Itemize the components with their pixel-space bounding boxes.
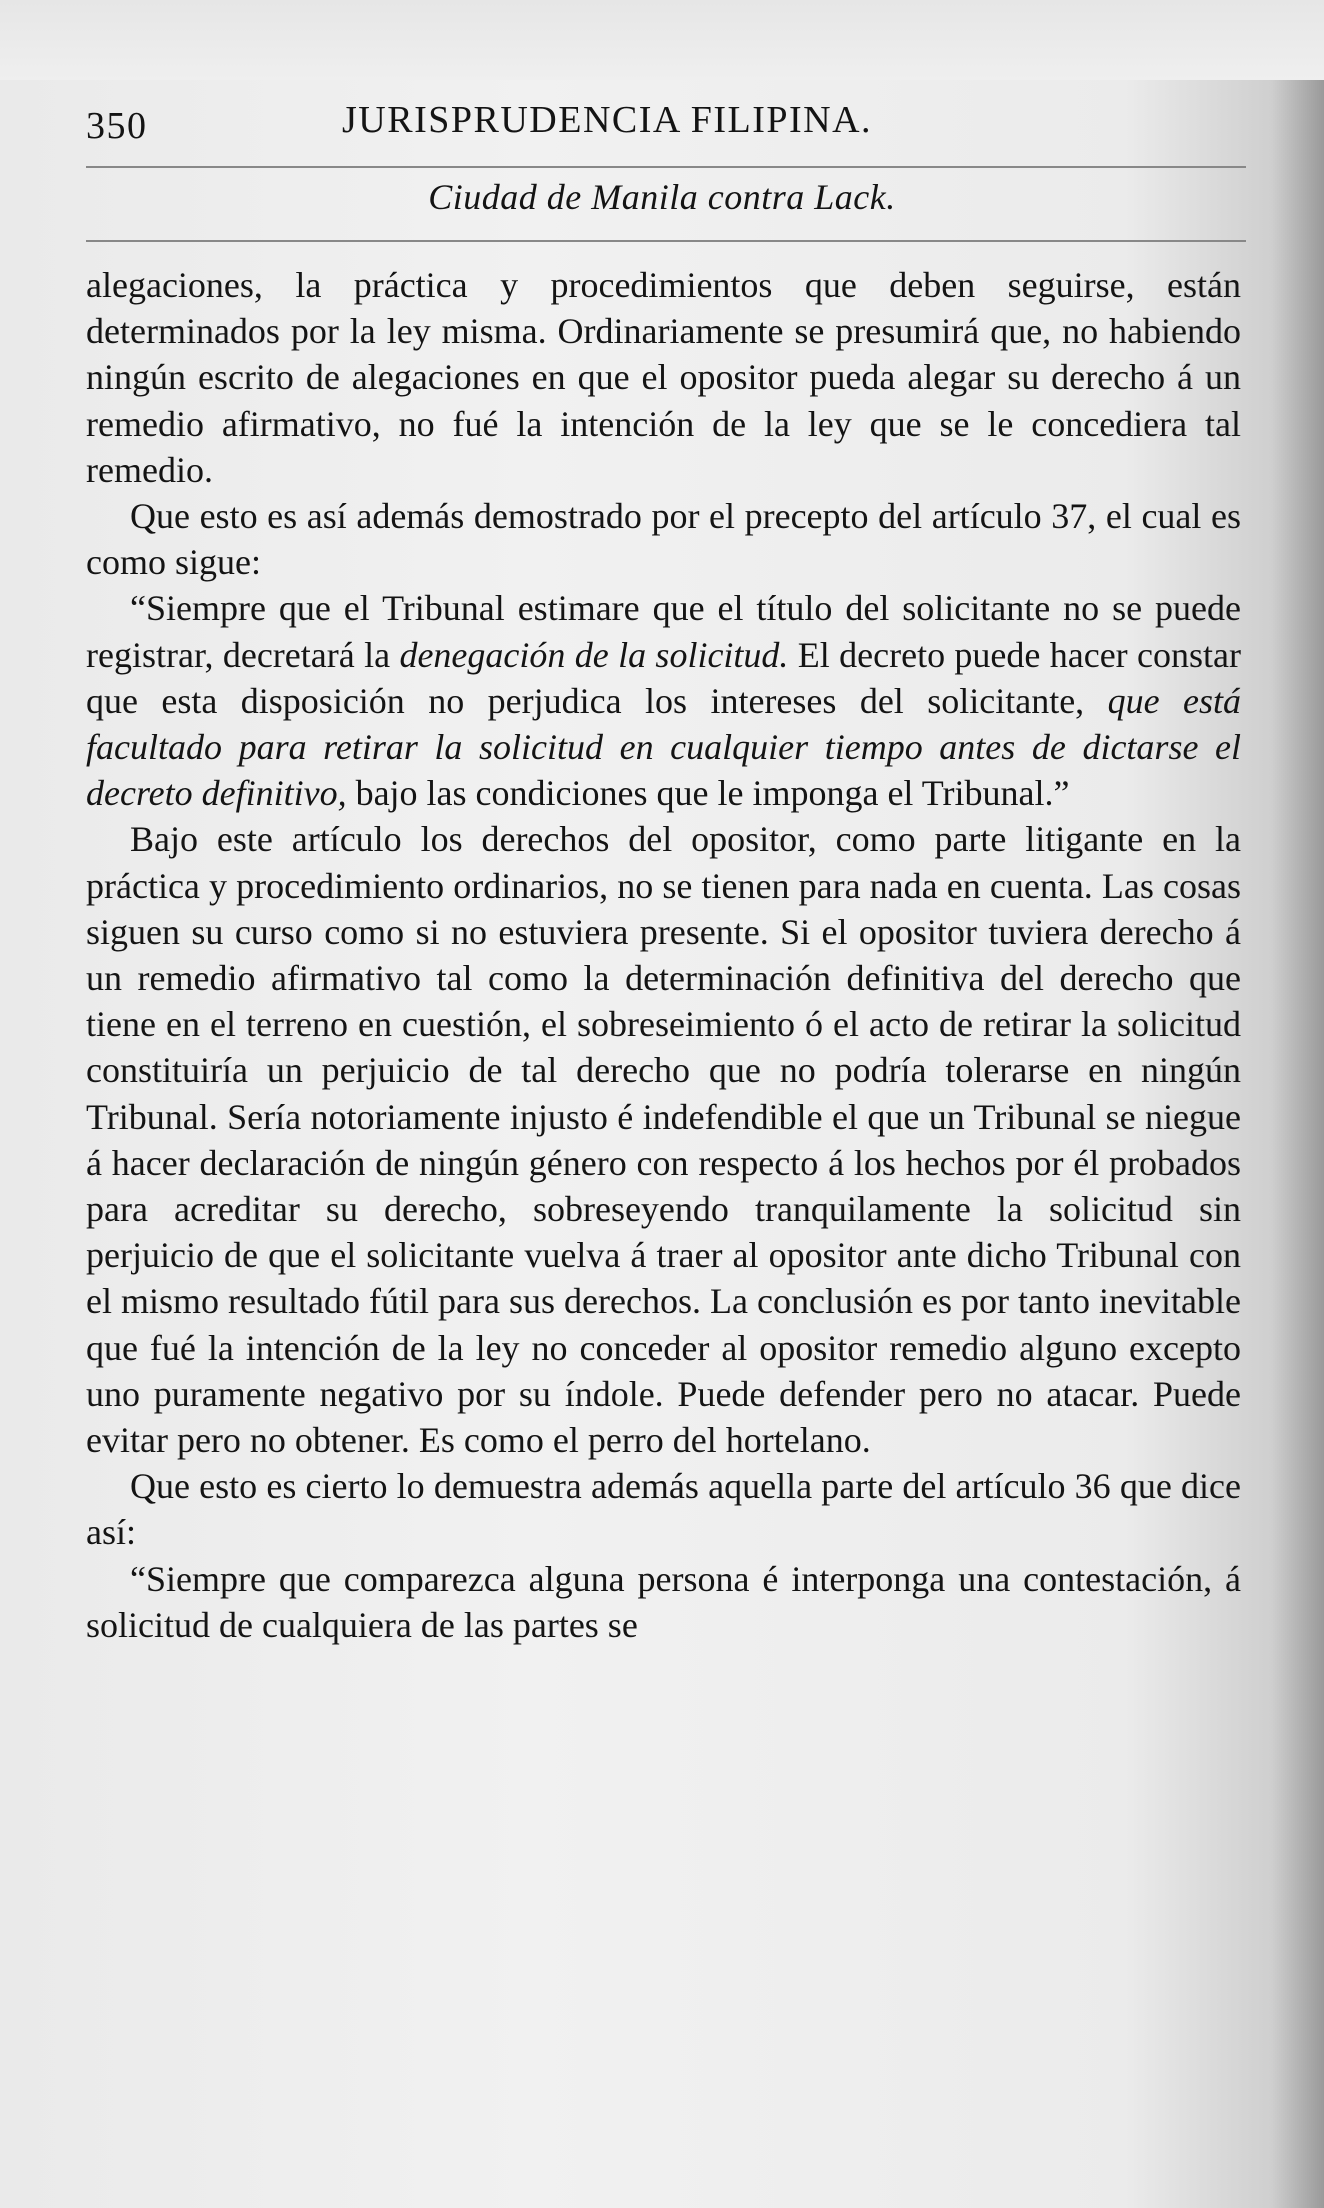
page-top-edge [0,0,1324,80]
page-number: 350 [86,105,148,147]
quoted-article-36: “Siempre que comparezca alguna persona é interponga una contestación, á solicitud de cualquiera de las partes se [86,1558,1241,1645]
header-rule [86,166,1246,168]
paragraph: Que esto es cierto lo demuestra además aquella parte del artículo 36 que dice así: [86,1466,1241,1553]
running-header [86,98,1246,154]
quote-italic-text: denegación de la solicitud. [399,634,789,675]
paragraph: Bajo este artículo los derechos del opositor, como parte litigante en la práctica y procedimiento ordinarios, no se tienen para nada en cuenta. Las cosas siguen su curso como si no estuviera presente. Si el opositor tuviera derecho á un remedio afirmativo tal como la determinación definitiva del derecho que tiene en el terreno en cuestión, el sobreseimiento ó el acto de retirar la solicitud constituiría un perjuicio de tal derecho que no podría tolerarse en ningún Tribunal. Sería notoriamente injusto é indefendible el que un Tribunal se niegue á hacer declaración de ningún género con respecto á los hechos por él probados para acreditar su derecho, sobreseyendo tranquilamente la solicitud sin perjuicio de que el solicitante vuelva á traer al opositor ante dicho Tribunal con el mismo resultado fútil para sus derechos. La conclusión es por tanto inevitable que fué la intención de la ley no conceder al opositor remedio alguno excepto uno puramente negativo por su índole. Puede defender pero no atacar. Puede evitar pero no obtener. Es como el perro del hortelano. [86,819,1241,1461]
quote-text: bajo las condiciones que le imponga el Tribunal.” [346,773,1070,814]
case-title: Ciudad de Manila contra Lack. [428,177,896,217]
quote-text: “Siempre que el Tribunal estimare que el título del solicitante no se puede registrar, decretará la [86,588,1241,675]
body-text [86,262,1241,1648]
quote-italic-text: que está facultado para retirar la solicitud en cualquier tiempo antes de dictarse el decreto definitivo, [86,680,1242,814]
quote-text: El decreto puede hacer constar que esta disposición no perjudica los intereses del solicitante, [86,634,1241,721]
quoted-article-37 [86,585,1241,816]
running-title: JURISPRUDENCIA FILIPINA. [342,99,873,141]
case-title-rule [86,240,1246,242]
paragraph: alegaciones, la práctica y procedimientos que deben seguirse, están determinados por la ley misma. Ordinariamente se presumirá que, no habiendo ningún escrito de alegaciones en que el opositor pueda alegar su derecho á un remedio afirmativo, no fué la intención de la ley que se le concediera tal remedio. [86,265,1241,490]
paragraph: Que esto es así además demostrado por el precepto del artículo 37, el cual es como sigue: [86,496,1241,583]
